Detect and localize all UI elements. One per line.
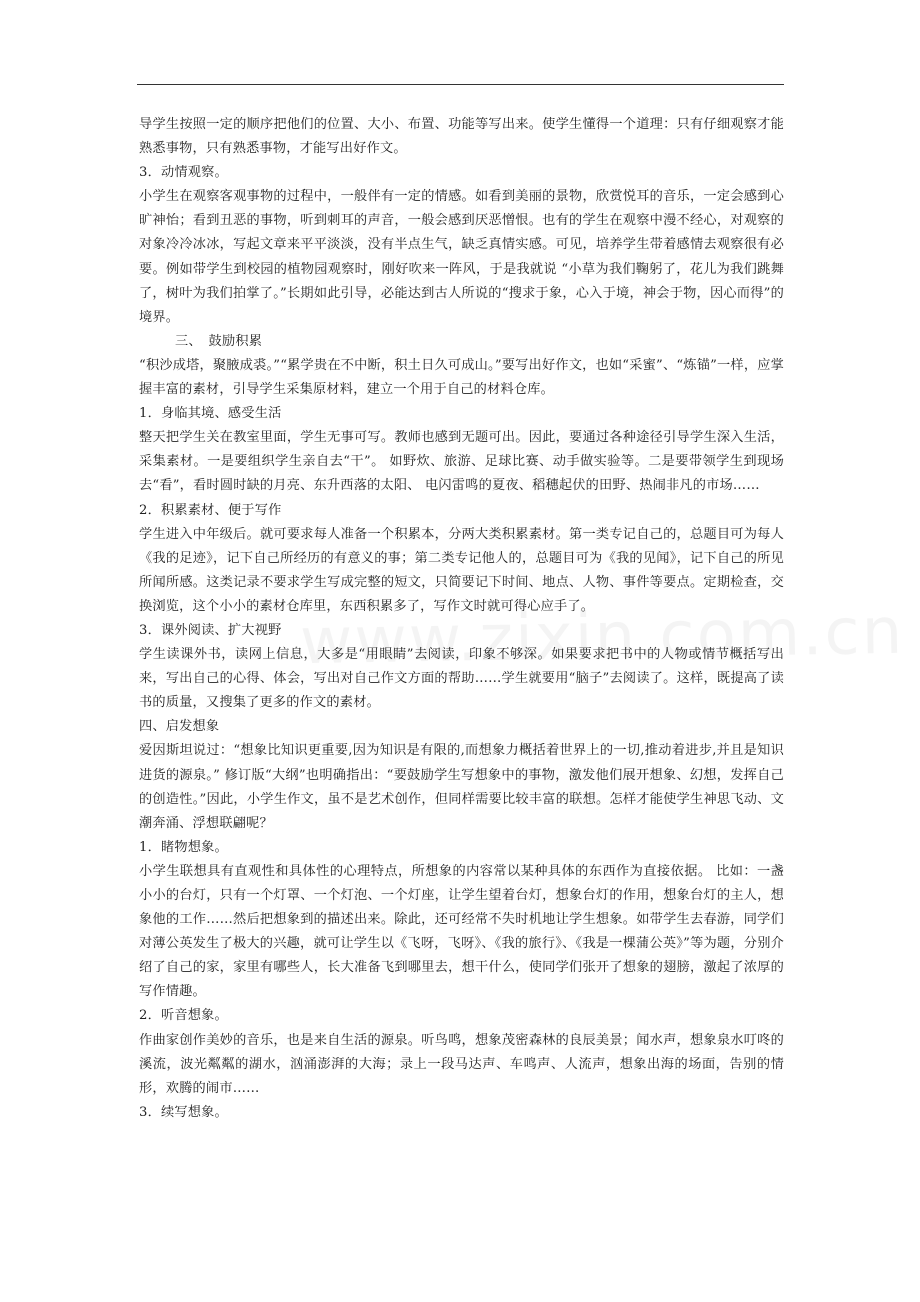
paragraph: “积沙成塔，聚腋成裘。”“累学贵在不中断，积土日久可成山。”要写出好作文，也如“采蜜”、“炼锚”一样，应掌握丰富的素材，引导学生采集原材料，建立一个用于自己的材料仓库。 <box>139 357 784 398</box>
list-heading: 2．积累素材、便于写作 <box>139 502 282 518</box>
section-heading: 四、启发想象 <box>139 719 220 735</box>
paragraph: 作曲家创作美妙的音乐，也是来自生活的源泉。听鸟鸣，想象茂密森林的良辰美景；闻水声，想象泉水叮咚的溪流，波光粼粼的湖水，汹涌澎湃的大海；录上一段马达声、车鸣声、人流声，想象出海的场面，告别的情形，欢腾的闹市…… <box>139 1032 784 1096</box>
list-heading: 2．听音想象。 <box>139 1008 228 1024</box>
paragraph: 小学生联想具有直观性和具体性的心理特点，所想象的内容常以某种具体的东西作为直接依据。 比如：一盏小小的台灯，只有一个灯罩、一个灯泡、一个灯座，让学生望着台灯，想象台灯的作用，想象台灯的主人，想象他的工作……然后把想象到的描述出来。除此，还可经常不失时机地让学生想象。如带学生去春游，同学们对薄公英发生了极大的兴趣，就可让学生以《飞呀，飞呀》、《我的旅行》、《我是一棵蒲公英》”等为题，分别介绍了自己的家，家里有哪些人，长大准备飞到哪里去，想干什么，使同学们张开了想象的翅膀，激起了浓厚的写作情趣。 <box>139 863 784 1000</box>
list-heading: 3．续写想象。 <box>139 1104 228 1120</box>
paragraph: 学生读课外书，读网上信息，大多是“用眼睛”去阅读，印象不够深。如果要求把书中的人物或情节概括写出来，写出自己的心得、体会，写出对自己作文方面的帮助……学生就要用“脑子”去阅读了。这样，既提高了读书的质量，又搜集了更多的作文的素材。 <box>139 647 784 711</box>
header-rule <box>137 84 784 85</box>
paragraph: 爱因斯坦说过：“想象比知识更重要,因为知识是有限的,而想象力概括着世界上的一切,推动着进步,并且是知识进货的源泉。” 修订版“大纲”也明确指出：“要鼓励学生写想象中的事物，激发他们展开想象、幻想，发挥自己的创造性。”因此，小学生作文，虽不是艺术创作，但同样需要比较丰富的联想。怎样才能使学生神思飞动、文潮奔涌、浮想联翩呢？ <box>139 743 784 831</box>
list-heading: 3．课外阅读、扩大视野 <box>139 622 282 638</box>
list-heading: 1．身临其境、感受生活 <box>139 406 282 422</box>
paragraph: 小学生在观察客观事物的过程中，一般伴有一定的情感。如看到美丽的景物，欣赏悦耳的音乐，一定会感到心旷神怡；看到丑恶的事物，听到刺耳的声音，一般会感到厌恶憎恨。也有的学生在观察中漫不经心，对观察的对象冷冷冰冰，写起文章来平平淡淡，没有半点生气，缺乏真情实感。可见，培养学生带着感情去观察很有必要。例如带学生到校园的植物园观察时，刚好吹来一阵风，于是我就说 “小草为我们鞠躬了，花儿为我们跳舞了，树叶为我们拍掌了。”长期如此引导，必能达到古人所说的“搜求于象，心入于境，神会于物，因心而得”的境界。 <box>139 189 784 325</box>
list-heading: 1．睹物想象。 <box>139 839 228 855</box>
paragraph: 导学生按照一定的顺序把他们的位置、大小、布置、功能等写出来。使学生懂得一个道理：只有仔细观察才能熟悉事物，只有熟悉事物，才能写出好作文。 <box>139 117 784 157</box>
list-heading: 3．动情观察。 <box>139 165 228 181</box>
document-body <box>139 113 784 1125</box>
paragraph: 学生进入中年级后。就可要求每人准备一个积累本，分两大类积累素材。第一类专记自己的，总题目可为每人《我的足迹》，记下自己所经历的有意义的事；第二类专记他人的，总题目可为《我的见闻》，记下自己的所见所闻所感。这类记录不要求学生写成完整的短文，只简要记下时间、地点、人物、事件等要点。定期检查，交换浏览，这个小小的素材仓库里，东西积累多了，写作文时就可得心应手了。 <box>139 526 784 614</box>
section-heading: 三、 鼓励积累 <box>175 333 263 349</box>
paragraph: 整天把学生关在教室里面，学生无事可写。教师也感到无题可出。因此，要通过各种途径引导学生深入生活，采集素材。一是要组织学生亲自去“干”。 如野炊、旅游、足球比赛、动手做实验等。二是要带领学生到现场去“看”，看时圆时缺的月亮、东升西落的太阳、 电闪雷鸣的夏夜、稻穗起伏的田野、热闹非凡的市场…… <box>139 430 784 494</box>
